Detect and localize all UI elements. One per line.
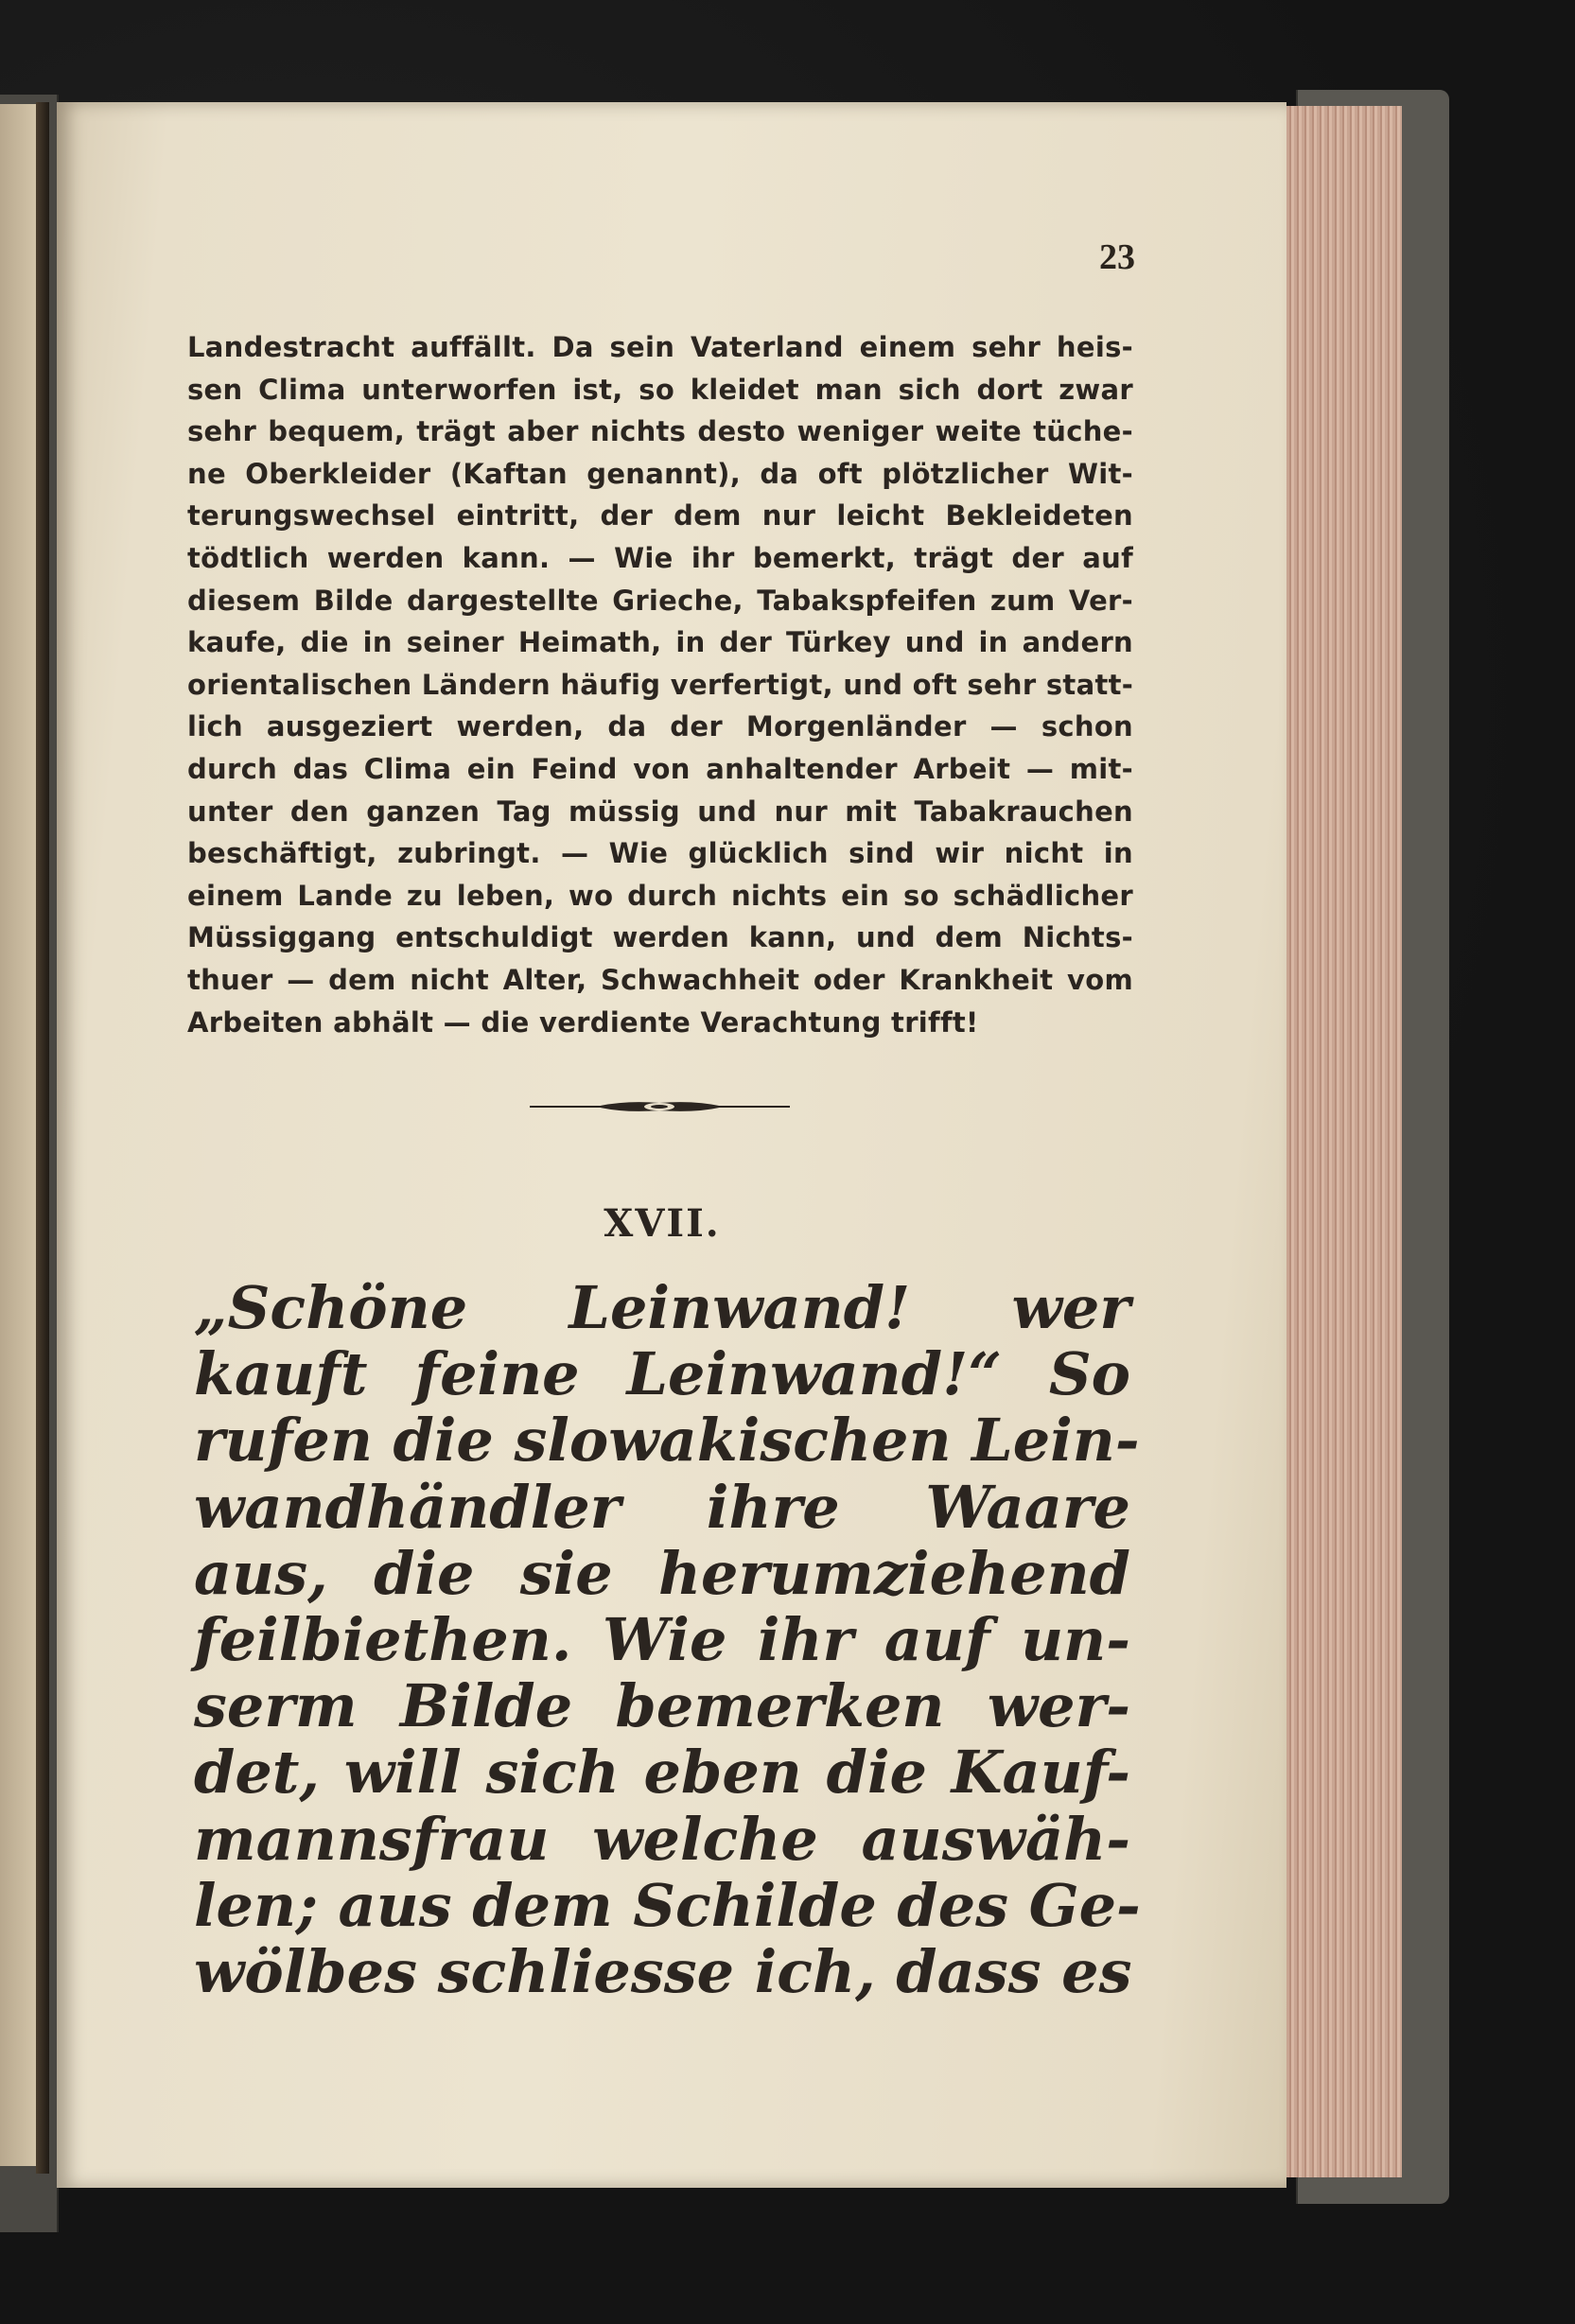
text-line: lich ausgeziert werden, da der Morgenländer — schon: [187, 710, 1133, 743]
script-line: mannsfrau welche auswäh-: [194, 1804, 1130, 1874]
text-line: einem Lande zu leben, wo durch nichts ein so schädlicher: [187, 879, 1133, 912]
section-heading: [0, 1201, 1324, 1246]
script-line: wölbes schliesse ich, dass es: [194, 1937, 1132, 2007]
text-line: tödtlich werden kann. — Wie ihr bemerkt, trägt der auf: [187, 541, 1133, 574]
script-line: det, will sich eben die Kauf-: [194, 1738, 1130, 1808]
text-line: thuer — dem nicht Alter, Schwachheit oder Krankheit vom: [187, 963, 1133, 996]
script-line: „Schöne Leinwand! wer: [194, 1273, 1130, 1342]
text-line: terungswechsel eintritt, der dem nur leicht Bekleideten: [187, 499, 1133, 533]
script-line: len; aus dem Schilde des Ge-: [194, 1870, 1141, 1940]
body-paragraph: [187, 326, 1133, 1043]
page-number: 23: [1099, 237, 1135, 277]
text-line: Landestracht auffällt. Da sein Vaterland einem sehr heis-: [187, 331, 1133, 363]
text-line: kaufe, die in seiner Heimath, in der Türkey und in andern: [187, 626, 1133, 659]
text-line: sehr bequem, trägt aber nichts desto weniger weite tüche-: [187, 415, 1133, 448]
divider-ornament: [530, 1097, 790, 1116]
text-line: orientalischen Ländern häufig verfertigt, und oft sehr statt-: [187, 668, 1134, 701]
text-line: unter den ganzen Tag müssig und nur mit Tabakrauchen: [187, 795, 1133, 828]
section-heading-text: XVII.: [604, 1201, 721, 1246]
script-paragraph: [194, 1273, 1141, 2007]
script-line: kauft feine Leinwand!“ So: [194, 1339, 1130, 1409]
text-line: durch das Clima ein Feind von anhaltender Arbeit — mit-: [187, 752, 1133, 785]
script-line: wandhändler ihre Waare: [194, 1472, 1130, 1542]
script-line: serm Bilde bemerken wer-: [194, 1671, 1130, 1741]
page-gutter: [36, 102, 49, 2174]
script-line: aus, die sie herumziehend: [194, 1538, 1130, 1608]
text-line: Arbeiten abhält — die verdiente Verachtung trifft!: [187, 1005, 979, 1039]
text-line: beschäftigt, zubringt. — Wie glücklich sind wir nicht in: [187, 837, 1133, 870]
script-line: feilbiethen. Wie ihr auf un-: [194, 1605, 1130, 1675]
text-line: ne Oberkleider (Kaftan genannt), da oft plötzlicher Wit-: [187, 457, 1133, 490]
script-line: rufen die slowakischen Lein-: [194, 1406, 1140, 1476]
text-line: diesem Bilde dargestellte Grieche, Tabakspfeifen zum Ver-: [187, 584, 1133, 617]
text-line: Müssiggang entschuldigt werden kann, und dem Nichts-: [187, 921, 1133, 954]
page-fore-edge: [1286, 106, 1402, 2177]
text-line: sen Clima unterworfen ist, so kleidet man sich dort zwar: [187, 373, 1133, 406]
